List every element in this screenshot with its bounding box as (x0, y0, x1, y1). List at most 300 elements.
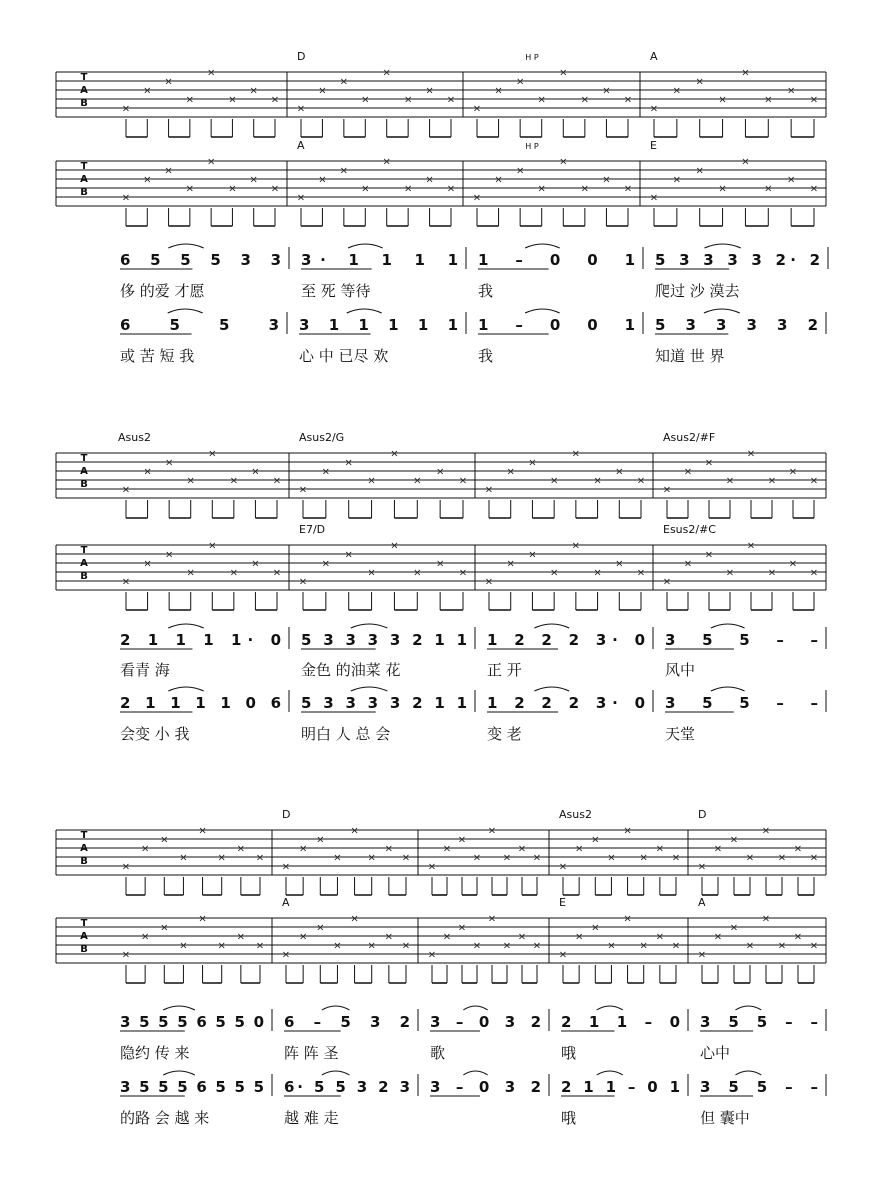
tab-x-mark: × (179, 940, 188, 952)
tab-x-mark: × (143, 174, 152, 186)
jianpu-measure: 3 1 1 1 1 1 (299, 316, 458, 334)
tab-x-mark: × (143, 466, 152, 478)
tab-clef-letter: A (80, 843, 88, 854)
jianpu-row (120, 1006, 826, 1062)
tab-x-mark: × (296, 103, 306, 115)
tab-x-mark: × (435, 466, 445, 478)
tab-clef-letter: A (80, 466, 88, 477)
tab-x-mark: × (559, 156, 568, 168)
tab-x-mark: × (571, 540, 581, 552)
lyric-text: 我 (478, 282, 494, 300)
tab-x-mark: × (121, 576, 131, 588)
tab-x-mark: × (487, 825, 497, 837)
tab-x-mark: × (537, 94, 546, 106)
tab-x-mark: × (623, 913, 632, 925)
slur-arc (351, 624, 388, 628)
tab-x-mark: × (602, 174, 611, 186)
tab-clef-letter: A (80, 174, 88, 185)
slur-arc (735, 1071, 761, 1075)
tab-clef-letter: T (80, 453, 88, 464)
chord-name: A (698, 896, 706, 909)
tab-x-mark: × (746, 448, 756, 460)
tab-x-mark: × (777, 852, 787, 864)
tab-x-mark: × (809, 183, 819, 195)
tab-x-mark: × (298, 843, 308, 855)
chord-name: E (559, 896, 566, 909)
tab-x-mark: × (745, 852, 755, 864)
chord-name: Asus2/#F (663, 431, 716, 444)
chord-name: Esus2/#C (663, 523, 716, 536)
tab-x-mark: × (574, 931, 584, 943)
tab-x-mark: × (741, 67, 750, 79)
tab-x-mark: × (809, 567, 819, 579)
jianpu-measure: 3 – 0 3 2 (430, 1013, 541, 1031)
tab-x-mark: × (384, 843, 394, 855)
tab-x-mark: × (185, 94, 195, 106)
tab-x-mark: × (591, 834, 600, 846)
tab-clef-letter: T (80, 830, 88, 841)
tab-x-mark: × (662, 484, 672, 496)
tab-staff (56, 50, 826, 137)
tab-x-mark: × (602, 85, 611, 97)
tab-clef-letter: T (80, 161, 88, 172)
slur-arc (525, 309, 560, 313)
tab-x-mark: × (143, 558, 152, 570)
tab-staff (56, 523, 826, 610)
tab-x-mark: × (672, 85, 682, 97)
slur-arc (534, 624, 569, 628)
tab-x-mark: × (186, 475, 195, 487)
chord-name: A (282, 896, 290, 909)
jianpu-row (120, 309, 826, 365)
jianpu-measure: 3 – 0 3 2 (430, 1078, 541, 1096)
tab-x-mark: × (725, 475, 735, 487)
tab-x-mark: × (636, 475, 646, 487)
tab-x-mark: × (559, 67, 568, 79)
tab-clef-letter: B (80, 187, 88, 198)
tab-x-mark: × (571, 448, 581, 460)
chord-name: A (297, 139, 305, 152)
tab-x-mark: × (580, 94, 590, 106)
tab-x-mark: × (427, 861, 437, 873)
tab-x-mark: × (761, 825, 771, 837)
tab-clef-letter: A (80, 558, 88, 569)
tab-x-mark: × (255, 852, 265, 864)
tab-x-mark: × (788, 466, 798, 478)
tab-x-mark: × (446, 183, 456, 195)
tab-x-mark: × (793, 931, 803, 943)
tab-x-mark: × (361, 94, 370, 106)
tab-x-mark: × (296, 192, 306, 204)
tab-x-mark: × (442, 843, 452, 855)
tab-x-mark: × (344, 549, 353, 561)
tab-x-mark: × (532, 940, 542, 952)
chord-name: E (650, 139, 657, 152)
tab-x-mark: × (764, 183, 773, 195)
jianpu-measure: 3· 1 1 1 1 (301, 251, 458, 269)
tab-x-mark: × (198, 913, 207, 925)
lyric-text: 变 老 (487, 725, 522, 743)
tab-x-mark: × (528, 457, 537, 469)
tab-x-mark: × (179, 852, 188, 864)
chord-name: Asus2 (118, 431, 151, 444)
tab-x-mark: × (788, 558, 798, 570)
tab-x-mark: × (442, 931, 452, 943)
tab-x-mark: × (713, 843, 723, 855)
tab-x-mark: × (367, 852, 376, 864)
tab-x-mark: × (729, 922, 739, 934)
slur-arc (735, 1006, 761, 1010)
tab-x-mark: × (390, 540, 399, 552)
tab-x-mark: × (623, 94, 633, 106)
tab-x-mark: × (318, 174, 327, 186)
lyric-text: 会变 小 我 (120, 725, 190, 743)
tab-x-mark: × (506, 466, 515, 478)
slur-arc (597, 1071, 623, 1075)
lyric-text: 心中 (700, 1044, 731, 1062)
lyric-text: 至 死 等待 (301, 282, 371, 300)
tab-x-mark: × (281, 949, 291, 961)
tab-x-mark: × (506, 558, 515, 570)
tab-x-mark: × (251, 466, 260, 478)
tab-x-mark: × (607, 852, 616, 864)
jianpu-measure: 3 5 5 5 6 5 5 0 (120, 1013, 264, 1031)
tab-x-mark: × (777, 940, 787, 952)
tab-x-mark: × (615, 466, 624, 478)
slur-arc (163, 1006, 195, 1010)
jianpu-row (120, 1071, 826, 1127)
slur-arc (705, 244, 741, 248)
slur-arc (168, 309, 203, 313)
tab-x-mark: × (809, 94, 819, 106)
jianpu-measure: 5 3 3 3 3 2· 2 (655, 251, 820, 269)
tab-x-mark: × (333, 940, 342, 952)
jianpu-measure: 3 5 5 – – (700, 1013, 818, 1031)
chord-name: A (650, 50, 658, 63)
lyric-text: 隐约 传 来 (120, 1044, 190, 1062)
chord-name: Asus2/G (299, 431, 345, 444)
tab-x-mark: × (435, 558, 445, 570)
hammer-pull-marker: H P (525, 53, 539, 62)
chord-name: D (297, 50, 306, 63)
tab-x-mark: × (367, 940, 376, 952)
tab-clef-letter: A (80, 931, 88, 942)
lyric-text: 越 难 走 (284, 1109, 339, 1127)
tab-x-mark: × (333, 852, 342, 864)
tab-x-mark: × (639, 852, 648, 864)
jianpu-row (120, 687, 826, 743)
tab-x-mark: × (623, 183, 633, 195)
tab-x-mark: × (718, 183, 727, 195)
tab-x-mark: × (746, 540, 756, 552)
tab-x-mark: × (537, 183, 546, 195)
slur-arc (463, 1071, 487, 1075)
tab-x-mark: × (367, 567, 376, 579)
tab-staff (56, 139, 826, 226)
hammer-pull-marker: H P (525, 142, 539, 151)
tab-x-mark: × (350, 825, 359, 837)
tab-x-mark: × (255, 940, 265, 952)
slur-arc (534, 687, 569, 691)
lyric-text: 或 苦 短 我 (120, 347, 195, 365)
tab-x-mark: × (704, 457, 714, 469)
tab-clef-letter: B (80, 479, 88, 490)
slur-arc (348, 244, 383, 248)
tab-x-mark: × (695, 76, 704, 88)
tab-x-mark: × (793, 843, 803, 855)
tab-x-mark: × (121, 949, 131, 961)
tab-x-mark: × (206, 67, 216, 79)
tab-clef-letter: T (80, 545, 88, 556)
tab-clef-letter: B (80, 944, 88, 955)
jianpu-measure: 6 – 5 3 2 (284, 1013, 410, 1031)
tab-x-mark: × (517, 843, 527, 855)
tab-x-mark: × (671, 940, 681, 952)
tab-x-mark: × (786, 174, 796, 186)
tab-x-mark: × (321, 558, 331, 570)
lyric-text: 哦 (561, 1109, 577, 1127)
tab-x-mark: × (532, 852, 542, 864)
tab-x-mark: × (236, 931, 246, 943)
tab-x-mark: × (361, 183, 370, 195)
tab-x-mark: × (229, 567, 239, 579)
jianpu-measure: 3 5 5 – – (665, 694, 818, 712)
jianpu-measure: 5 3 3 3 3 2 (655, 316, 818, 334)
tab-x-mark: × (809, 940, 819, 952)
tab-clef-letter: B (80, 571, 88, 582)
tab-x-mark: × (593, 567, 602, 579)
jianpu-measure: 5 3 3 3 3 2 1 1 (301, 694, 467, 712)
tab-x-mark: × (236, 843, 246, 855)
tab-x-mark: × (390, 448, 399, 460)
tab-x-mark: × (484, 484, 494, 496)
tab-x-mark: × (672, 174, 682, 186)
tab-x-mark: × (623, 825, 632, 837)
tab-x-mark: × (502, 940, 512, 952)
tab-x-mark: × (472, 852, 482, 864)
slur-arc (704, 309, 740, 313)
tab-x-mark: × (403, 183, 413, 195)
lyric-text: 侈 的爱 才愿 (120, 282, 205, 300)
tab-x-mark: × (425, 85, 434, 97)
tab-x-mark: × (713, 931, 723, 943)
lyric-text: 知道 世 界 (655, 347, 725, 365)
tab-x-mark: × (208, 448, 217, 460)
tab-clef-letter: T (80, 72, 88, 83)
tab-x-mark: × (164, 457, 174, 469)
tab-x-mark: × (318, 85, 327, 97)
tab-x-mark: × (809, 475, 819, 487)
tab-x-mark: × (695, 165, 704, 177)
tab-x-mark: × (697, 861, 707, 873)
jianpu-row (120, 244, 828, 300)
lyric-text: 正 开 (487, 661, 522, 679)
tab-x-mark: × (249, 85, 258, 97)
tab-x-mark: × (729, 834, 739, 846)
tab-x-mark: × (558, 861, 568, 873)
tab-x-mark: × (403, 94, 413, 106)
tab-x-mark: × (143, 85, 152, 97)
tab-x-mark: × (185, 183, 195, 195)
tab-x-mark: × (487, 913, 497, 925)
tab-x-mark: × (350, 913, 359, 925)
score-system (56, 808, 826, 1127)
lyric-text: 的路 会 越 来 (120, 1109, 210, 1127)
chord-name: D (698, 808, 707, 821)
tab-x-mark: × (140, 843, 150, 855)
tab-x-mark: × (484, 576, 494, 588)
lyric-text: 但 囊中 (700, 1109, 750, 1127)
tab-x-mark: × (725, 567, 735, 579)
slur-arc (163, 1071, 195, 1075)
jianpu-measure: 1 – 0 0 1 (478, 316, 635, 334)
jianpu-measure: 6 5 5 5 3 3 (120, 251, 281, 269)
tab-x-mark: × (198, 825, 207, 837)
jianpu-measure: 2 1 1 1 1· 0 (120, 631, 281, 649)
tab-x-mark: × (472, 103, 482, 115)
tab-clef-letter: B (80, 856, 88, 867)
tab-x-mark: × (607, 940, 616, 952)
slur-arc (168, 244, 203, 248)
tab-x-mark: × (494, 85, 503, 97)
tab-x-mark: × (298, 931, 308, 943)
tab-x-mark: × (121, 103, 131, 115)
tab-x-mark: × (298, 484, 308, 496)
lyric-text: 爬过 沙 漠去 (655, 282, 740, 300)
lyric-text: 金色 的油菜 花 (301, 661, 401, 679)
tab-clef-letter: B (80, 98, 88, 109)
tab-x-mark: × (683, 466, 693, 478)
score-system (56, 50, 828, 365)
slur-arc (525, 244, 560, 248)
lyric-text: 我 (478, 347, 494, 365)
tab-x-mark: × (217, 852, 226, 864)
jianpu-measure: 3 5 5 – – (665, 631, 818, 649)
tab-x-mark: × (382, 67, 391, 79)
tab-x-mark: × (593, 475, 602, 487)
tab-x-mark: × (160, 922, 169, 934)
tab-x-mark: × (549, 567, 559, 579)
score-system (56, 431, 826, 743)
tab-clef-letter: A (80, 85, 88, 96)
slur-arc (711, 687, 745, 691)
jianpu-row (120, 624, 826, 679)
tab-x-mark: × (164, 549, 174, 561)
tab-x-mark: × (272, 475, 282, 487)
slur-arc (711, 624, 745, 628)
tab-x-mark: × (272, 567, 282, 579)
lyric-text: 心 中 已尽 欢 (299, 347, 389, 365)
slur-arc (168, 624, 203, 628)
tab-x-mark: × (615, 558, 624, 570)
tab-x-mark: × (809, 852, 819, 864)
tab-x-mark: × (655, 931, 665, 943)
tab-staff (56, 808, 826, 895)
tab-x-mark: × (164, 76, 173, 88)
tab-x-mark: × (767, 567, 777, 579)
tab-x-mark: × (718, 94, 727, 106)
tab-x-mark: × (662, 576, 672, 588)
slur-arc (322, 1071, 350, 1075)
tab-x-mark: × (208, 540, 217, 552)
tab-x-mark: × (761, 913, 771, 925)
tab-x-mark: × (636, 567, 646, 579)
tab-x-mark: × (316, 922, 325, 934)
tab-x-mark: × (786, 85, 796, 97)
slur-arc (347, 309, 382, 313)
slur-arc (168, 687, 203, 691)
jianpu-measure: 1 – 0 0 1 (478, 251, 635, 269)
tab-x-mark: × (344, 457, 353, 469)
tab-x-mark: × (580, 183, 590, 195)
tab-x-mark: × (249, 174, 258, 186)
tab-x-mark: × (413, 475, 422, 487)
tab-x-mark: × (217, 940, 226, 952)
slur-arc (463, 1006, 487, 1010)
jianpu-measure: 3 5 5 5 6 5 5 5 (120, 1078, 264, 1096)
tab-x-mark: × (515, 76, 525, 88)
tab-x-mark: × (321, 466, 331, 478)
tab-x-mark: × (549, 475, 559, 487)
slur-arc (597, 1006, 623, 1010)
tab-x-mark: × (281, 861, 291, 873)
tab-x-mark: × (121, 861, 131, 873)
slur-arc (351, 687, 388, 691)
tab-x-mark: × (316, 834, 325, 846)
tab-x-mark: × (472, 192, 482, 204)
tab-clef-letter: T (80, 918, 88, 929)
tab-x-mark: × (683, 558, 693, 570)
tab-x-mark: × (515, 165, 525, 177)
jianpu-measure: 1 2 2 2 3· 0 (487, 694, 645, 712)
tab-x-mark: × (425, 174, 434, 186)
tab-x-mark: × (767, 475, 777, 487)
lyric-text: 明白 人 总 会 (301, 725, 391, 743)
tab-x-mark: × (384, 931, 394, 943)
lyric-text: 天堂 (665, 725, 696, 743)
tab-x-mark: × (502, 852, 512, 864)
tab-x-mark: × (251, 558, 260, 570)
tab-x-mark: × (649, 192, 659, 204)
tab-x-mark: × (228, 183, 237, 195)
jianpu-measure: 2 1 1 – 0 (561, 1013, 680, 1031)
tab-x-mark: × (741, 156, 750, 168)
jianpu-measure: 6 5 5 3 (120, 316, 279, 334)
tab-x-mark: × (367, 475, 376, 487)
tab-x-mark: × (558, 949, 568, 961)
lyric-text: 看青 海 (120, 661, 170, 679)
tab-x-mark: × (164, 165, 173, 177)
chord-name: Asus2 (559, 808, 592, 821)
tab-x-mark: × (574, 843, 584, 855)
tab-x-mark: × (528, 549, 537, 561)
tab-x-mark: × (186, 567, 195, 579)
jianpu-measure: 1 2 2 2 3· 0 (487, 631, 645, 649)
tab-x-mark: × (704, 549, 714, 561)
tab-x-mark: × (745, 940, 755, 952)
tab-x-mark: × (472, 940, 482, 952)
tab-x-mark: × (457, 922, 467, 934)
tab-x-mark: × (494, 174, 503, 186)
tab-x-mark: × (382, 156, 391, 168)
tab-x-mark: × (401, 940, 411, 952)
tab-x-mark: × (649, 103, 659, 115)
tab-x-mark: × (121, 484, 131, 496)
tab-x-mark: × (591, 922, 600, 934)
tab-staff (56, 896, 826, 983)
tab-x-mark: × (413, 567, 422, 579)
tab-x-mark: × (655, 843, 665, 855)
